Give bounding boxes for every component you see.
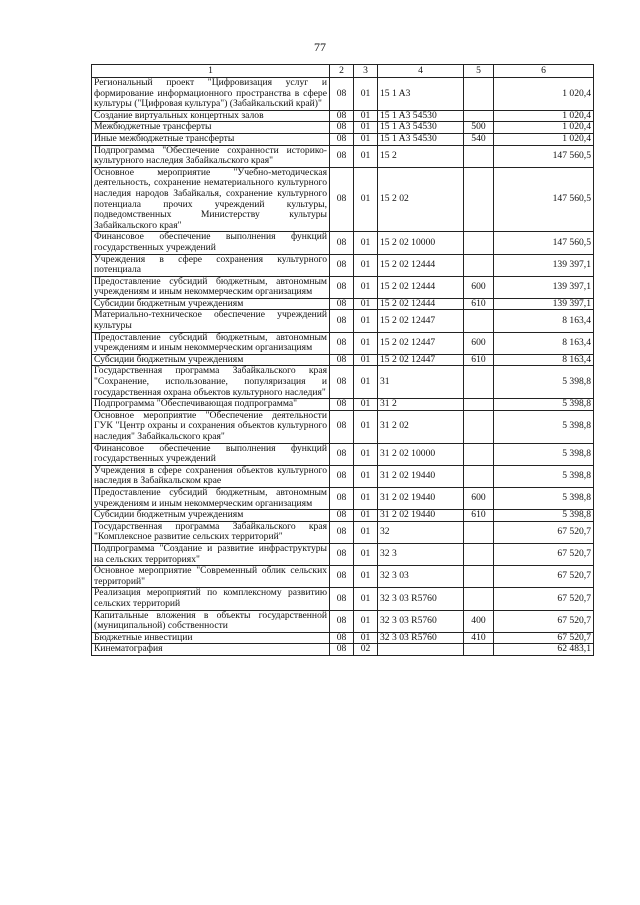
expense-type-cell bbox=[464, 521, 494, 543]
target-code-cell: 32 3 03 R5760 bbox=[378, 632, 464, 644]
table-row bbox=[92, 399, 594, 411]
subsection-cell: 01 bbox=[354, 632, 378, 644]
expense-type-cell bbox=[464, 465, 494, 487]
section-cell: 08 bbox=[330, 632, 354, 644]
section-cell: 08 bbox=[330, 232, 354, 254]
expense-type-cell bbox=[464, 566, 494, 588]
target-code-cell: 32 3 03 R5760 bbox=[378, 588, 464, 610]
target-code-cell: 31 2 02 19440 bbox=[378, 510, 464, 522]
subsection-cell: 01 bbox=[354, 133, 378, 145]
expense-type-cell bbox=[464, 78, 494, 111]
amount-cell: 1 020,4 bbox=[494, 78, 594, 111]
table-row bbox=[92, 232, 594, 254]
item-name-cell: Бюджетные инвестиции bbox=[92, 632, 330, 644]
amount-cell: 5 398,8 bbox=[494, 366, 594, 399]
expense-type-cell bbox=[464, 410, 494, 443]
table-row bbox=[92, 78, 594, 111]
subsection-cell: 01 bbox=[354, 110, 378, 122]
target-code-cell: 15 2 02 10000 bbox=[378, 232, 464, 254]
header-cell-4: 4 bbox=[378, 65, 464, 78]
target-code-cell: 31 2 02 19440 bbox=[378, 487, 464, 509]
expense-type-cell bbox=[464, 145, 494, 167]
header-cell-3: 3 bbox=[354, 65, 378, 78]
item-name-cell: Предоставление субсидий бюджетным, автономным учреждениям и иным некоммерческим организациям bbox=[92, 332, 330, 354]
item-name-cell: Субсидии бюджетным учреждениям bbox=[92, 354, 330, 366]
table-row bbox=[92, 588, 594, 610]
section-cell: 08 bbox=[330, 465, 354, 487]
item-name-cell: Финансовое обеспечение выполнения функций государственных учреждений bbox=[92, 232, 330, 254]
table-row bbox=[92, 465, 594, 487]
target-code-cell: 32 3 03 bbox=[378, 566, 464, 588]
expense-type-cell bbox=[464, 588, 494, 610]
item-name-cell: Подпрограмма "Обеспечивающая подпрограмма" bbox=[92, 399, 330, 411]
header-cell-2: 2 bbox=[330, 65, 354, 78]
expense-type-cell: 600 bbox=[464, 487, 494, 509]
subsection-cell: 01 bbox=[354, 310, 378, 332]
subsection-cell: 01 bbox=[354, 399, 378, 411]
table-row bbox=[92, 366, 594, 399]
amount-cell: 147 560,5 bbox=[494, 167, 594, 232]
expense-type-cell: 540 bbox=[464, 133, 494, 145]
expense-type-cell: 610 bbox=[464, 354, 494, 366]
amount-cell: 139 397,1 bbox=[494, 254, 594, 276]
table-row bbox=[92, 167, 594, 232]
section-cell: 08 bbox=[330, 566, 354, 588]
section-cell: 08 bbox=[330, 588, 354, 610]
target-code-cell: 15 2 02 12444 bbox=[378, 254, 464, 276]
amount-cell: 67 520,7 bbox=[494, 588, 594, 610]
table-row bbox=[92, 110, 594, 122]
subsection-cell: 01 bbox=[354, 298, 378, 310]
section-cell: 08 bbox=[330, 366, 354, 399]
section-cell: 08 bbox=[330, 610, 354, 632]
section-cell: 08 bbox=[330, 110, 354, 122]
section-cell: 08 bbox=[330, 521, 354, 543]
item-name-cell: Предоставление субсидий бюджетным, автономным учреждениям и иным некоммерческим организациям bbox=[92, 276, 330, 298]
item-name-cell: Создание виртуальных концертных залов bbox=[92, 110, 330, 122]
amount-cell: 1 020,4 bbox=[494, 133, 594, 145]
section-cell: 08 bbox=[330, 133, 354, 145]
expense-type-cell bbox=[464, 254, 494, 276]
item-name-cell: Межбюджетные трансферты bbox=[92, 122, 330, 134]
amount-cell: 5 398,8 bbox=[494, 399, 594, 411]
target-code-cell bbox=[378, 644, 464, 656]
table-row bbox=[92, 543, 594, 565]
amount-cell: 8 163,4 bbox=[494, 332, 594, 354]
item-name-cell: Государственная программа Забайкальского края "Комплексное развитие сельских территорий" bbox=[92, 521, 330, 543]
target-code-cell: 15 2 02 12447 bbox=[378, 310, 464, 332]
target-code-cell: 15 1 A3 54530 bbox=[378, 122, 464, 134]
item-name-cell: Реализация мероприятий по комплексному развитию сельских территорий bbox=[92, 588, 330, 610]
amount-cell: 67 520,7 bbox=[494, 521, 594, 543]
expense-type-cell: 600 bbox=[464, 332, 494, 354]
section-cell: 08 bbox=[330, 354, 354, 366]
expense-type-cell bbox=[464, 310, 494, 332]
item-name-cell: Материально-техническое обеспечение учреждений культуры bbox=[92, 310, 330, 332]
target-code-cell: 15 1 A3 54530 bbox=[378, 110, 464, 122]
expense-type-cell bbox=[464, 110, 494, 122]
section-cell: 08 bbox=[330, 145, 354, 167]
subsection-cell: 01 bbox=[354, 332, 378, 354]
subsection-cell: 01 bbox=[354, 521, 378, 543]
item-name-cell: Субсидии бюджетным учреждениям bbox=[92, 298, 330, 310]
table-row bbox=[92, 521, 594, 543]
expense-type-cell: 600 bbox=[464, 276, 494, 298]
item-name-cell: Предоставление субсидий бюджетным, автономным учреждениям и иным некоммерческим организациям bbox=[92, 487, 330, 509]
expense-type-cell bbox=[464, 232, 494, 254]
table-row bbox=[92, 145, 594, 167]
item-name-cell: Иные межбюджетные трансферты bbox=[92, 133, 330, 145]
table-row bbox=[92, 410, 594, 443]
target-code-cell: 31 2 bbox=[378, 399, 464, 411]
target-code-cell: 15 2 02 12444 bbox=[378, 298, 464, 310]
table-row bbox=[92, 276, 594, 298]
subsection-cell: 01 bbox=[354, 510, 378, 522]
subsection-cell: 01 bbox=[354, 254, 378, 276]
subsection-cell: 01 bbox=[354, 465, 378, 487]
table-row bbox=[92, 566, 594, 588]
amount-cell: 5 398,8 bbox=[494, 487, 594, 509]
amount-cell: 62 483,1 bbox=[494, 644, 594, 656]
target-code-cell: 31 2 02 19440 bbox=[378, 465, 464, 487]
section-cell: 08 bbox=[330, 410, 354, 443]
expense-type-cell bbox=[464, 366, 494, 399]
table-row bbox=[92, 133, 594, 145]
subsection-cell: 01 bbox=[354, 122, 378, 134]
amount-cell: 147 560,5 bbox=[494, 145, 594, 167]
amount-cell: 67 520,7 bbox=[494, 610, 594, 632]
amount-cell: 5 398,8 bbox=[494, 410, 594, 443]
item-name-cell: Финансовое обеспечение выполнения функций государственных учреждений bbox=[92, 443, 330, 465]
amount-cell: 139 397,1 bbox=[494, 298, 594, 310]
item-name-cell: Субсидии бюджетным учреждениям bbox=[92, 510, 330, 522]
expense-type-cell: 500 bbox=[464, 122, 494, 134]
item-name-cell: Региональный проект "Цифровизация услуг и формирование информационного пространства в сфере культуры ("Цифровая культура") (Забайкальский край)" bbox=[92, 78, 330, 111]
target-code-cell: 15 2 bbox=[378, 145, 464, 167]
table-row bbox=[92, 610, 594, 632]
target-code-cell: 15 1 A3 bbox=[378, 78, 464, 111]
header-cell-6: 6 bbox=[494, 65, 594, 78]
target-code-cell: 15 1 A3 54530 bbox=[378, 133, 464, 145]
amount-cell: 67 520,7 bbox=[494, 543, 594, 565]
item-name-cell: Кинематография bbox=[92, 644, 330, 656]
subsection-cell: 01 bbox=[354, 543, 378, 565]
table-body bbox=[92, 78, 594, 656]
item-name-cell: Подпрограмма "Создание и развитие инфраструктуры на сельских территориях" bbox=[92, 543, 330, 565]
table-row bbox=[92, 443, 594, 465]
item-name-cell: Основное мероприятие "Учебно-методическая деятельность, сохранение нематериального культурного наследия народов Забайкалья, сохранение культурного потенциала прочих учреждений культуры, подведомственных Министерству культуры Забайкальского края" bbox=[92, 167, 330, 232]
amount-cell: 5 398,8 bbox=[494, 465, 594, 487]
expense-type-cell bbox=[464, 399, 494, 411]
subsection-cell: 01 bbox=[354, 78, 378, 111]
page-number: 77 bbox=[314, 40, 326, 54]
item-name-cell: Государственная программа Забайкальского края "Сохранение, использование, популяризация и государственная охрана объектов культурного наследия" bbox=[92, 366, 330, 399]
amount-cell: 1 020,4 bbox=[494, 110, 594, 122]
subsection-cell: 01 bbox=[354, 145, 378, 167]
subsection-cell: 01 bbox=[354, 232, 378, 254]
section-cell: 08 bbox=[330, 167, 354, 232]
subsection-cell: 01 bbox=[354, 366, 378, 399]
subsection-cell: 01 bbox=[354, 167, 378, 232]
table-row bbox=[92, 644, 594, 656]
table-row bbox=[92, 298, 594, 310]
header-cell-5: 5 bbox=[464, 65, 494, 78]
section-cell: 08 bbox=[330, 254, 354, 276]
item-name-cell: Учреждения в сфере сохранения объектов культурного наследия в Забайкальском крае bbox=[92, 465, 330, 487]
table-row bbox=[92, 310, 594, 332]
section-cell: 08 bbox=[330, 310, 354, 332]
target-code-cell: 15 2 02 12447 bbox=[378, 332, 464, 354]
budget-table bbox=[91, 64, 594, 656]
table-row bbox=[92, 510, 594, 522]
section-cell: 08 bbox=[330, 122, 354, 134]
section-cell: 08 bbox=[330, 487, 354, 509]
amount-cell: 67 520,7 bbox=[494, 632, 594, 644]
target-code-cell: 15 2 02 12447 bbox=[378, 354, 464, 366]
target-code-cell: 31 2 02 10000 bbox=[378, 443, 464, 465]
section-cell: 08 bbox=[330, 332, 354, 354]
section-cell: 08 bbox=[330, 443, 354, 465]
table-row bbox=[92, 332, 594, 354]
section-cell: 08 bbox=[330, 78, 354, 111]
item-name-cell: Подпрограмма "Обеспечение сохранности историко-культурного наследия Забайкальского края" bbox=[92, 145, 330, 167]
section-cell: 08 bbox=[330, 543, 354, 565]
amount-cell: 67 520,7 bbox=[494, 566, 594, 588]
subsection-cell: 01 bbox=[354, 487, 378, 509]
section-cell: 08 bbox=[330, 644, 354, 656]
item-name-cell: Учреждения в сфере сохранения культурного потенциала bbox=[92, 254, 330, 276]
item-name-cell: Капитальные вложения в объекты государственной (муниципальной) собственности bbox=[92, 610, 330, 632]
amount-cell: 5 398,8 bbox=[494, 510, 594, 522]
expense-type-cell: 410 bbox=[464, 632, 494, 644]
section-cell: 08 bbox=[330, 298, 354, 310]
header-cell-1: 1 bbox=[92, 65, 330, 78]
item-name-cell: Основное мероприятие "Современный облик сельских территорий" bbox=[92, 566, 330, 588]
subsection-cell: 01 bbox=[354, 276, 378, 298]
amount-cell: 147 560,5 bbox=[494, 232, 594, 254]
table-row bbox=[92, 632, 594, 644]
table-row bbox=[92, 487, 594, 509]
amount-cell: 139 397,1 bbox=[494, 276, 594, 298]
section-cell: 08 bbox=[330, 510, 354, 522]
expense-type-cell bbox=[464, 644, 494, 656]
amount-cell: 1 020,4 bbox=[494, 122, 594, 134]
expense-type-cell bbox=[464, 543, 494, 565]
expense-type-cell bbox=[464, 443, 494, 465]
item-name-cell: Основное мероприятие "Обеспечение деятельности ГУК "Центр охраны и сохранения объектов культурного наследия" Забайкальского края" bbox=[92, 410, 330, 443]
target-code-cell: 15 2 02 bbox=[378, 167, 464, 232]
table-row bbox=[92, 122, 594, 134]
amount-cell: 8 163,4 bbox=[494, 354, 594, 366]
subsection-cell: 01 bbox=[354, 566, 378, 588]
expense-type-cell: 610 bbox=[464, 510, 494, 522]
subsection-cell: 01 bbox=[354, 610, 378, 632]
subsection-cell: 01 bbox=[354, 410, 378, 443]
target-code-cell: 32 3 bbox=[378, 543, 464, 565]
amount-cell: 8 163,4 bbox=[494, 310, 594, 332]
subsection-cell: 02 bbox=[354, 644, 378, 656]
expense-type-cell: 610 bbox=[464, 298, 494, 310]
section-cell: 08 bbox=[330, 399, 354, 411]
header-row bbox=[92, 65, 594, 78]
subsection-cell: 01 bbox=[354, 588, 378, 610]
section-cell: 08 bbox=[330, 276, 354, 298]
target-code-cell: 31 bbox=[378, 366, 464, 399]
expense-type-cell bbox=[464, 167, 494, 232]
target-code-cell: 32 3 03 R5760 bbox=[378, 610, 464, 632]
expense-type-cell: 400 bbox=[464, 610, 494, 632]
target-code-cell: 31 2 02 bbox=[378, 410, 464, 443]
subsection-cell: 01 bbox=[354, 443, 378, 465]
table-row bbox=[92, 254, 594, 276]
table-row bbox=[92, 354, 594, 366]
target-code-cell: 15 2 02 12444 bbox=[378, 276, 464, 298]
amount-cell: 5 398,8 bbox=[494, 443, 594, 465]
subsection-cell: 01 bbox=[354, 354, 378, 366]
target-code-cell: 32 bbox=[378, 521, 464, 543]
